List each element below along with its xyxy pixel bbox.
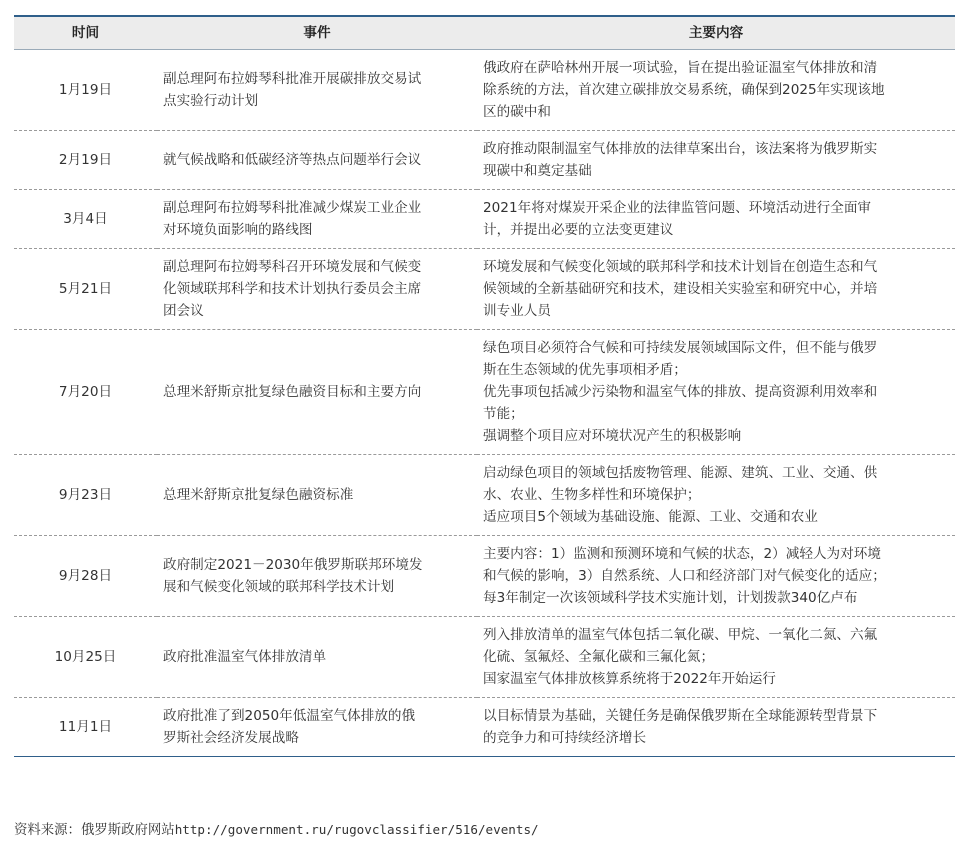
table-row — [14, 131, 955, 190]
header-time: 时间 — [14, 16, 157, 50]
table-row — [14, 249, 955, 330]
cell-content — [477, 455, 955, 536]
cell-content — [477, 536, 955, 617]
content-line: 启动绿色项目的领域包括废物管理、能源、建筑、工业、交通、供 — [483, 465, 878, 481]
cell-event — [157, 330, 477, 455]
content-line: 俄政府在萨哈林州开展一项试验，旨在提出验证温室气体排放和清 — [483, 60, 878, 76]
cell-event — [157, 190, 477, 249]
events-table — [14, 15, 955, 757]
content-line: 以目标情景为基础，关键任务是确保俄罗斯在全球能源转型背景下 — [483, 708, 878, 724]
cell-content — [477, 50, 955, 131]
table-body — [14, 50, 955, 757]
content-line: 现碳中和奠定基础 — [483, 163, 592, 179]
source-label: 资料来源： — [14, 823, 81, 838]
event-line: 总理米舒斯京批复绿色融资标准 — [163, 487, 354, 503]
event-line: 展和气候变化领域的联邦科学技术计划 — [163, 579, 395, 595]
content-line: 每3年制定一次该领域科学技术实施计划，计划拨款340亿卢布 — [483, 590, 858, 606]
content-line: 区的碳中和 — [483, 104, 551, 120]
content-line: 绿色项目必须符合气候和可持续发展领域国际文件，但不能与俄罗 — [483, 340, 878, 356]
event-line: 副总理阿布拉姆琴科批准减少煤炭工业企业 — [163, 200, 422, 216]
content-line: 优先事项包括减少污染物和温室气体的排放、提高资源利用效率和 — [483, 384, 878, 400]
event-line: 政府批准了到2050年低温室气体排放的俄 — [163, 708, 416, 724]
cell-time: 7月20日 — [14, 330, 157, 455]
event-line: 团会议 — [163, 303, 204, 319]
event-line: 就气候战略和低碳经济等热点问题举行会议 — [163, 152, 422, 168]
event-line: 总理米舒斯京批复绿色融资目标和主要方向 — [163, 384, 422, 400]
content-line: 列入排放清单的温室气体包括二氧化碳、甲烷、一氧化二氮、六氟 — [483, 627, 878, 643]
cell-time: 11月1日 — [14, 698, 157, 757]
cell-time: 9月28日 — [14, 536, 157, 617]
event-line: 对环境负面影响的路线图 — [163, 222, 313, 238]
content-line: 政府推动限制温室气体排放的法律草案出台，该法案将为俄罗斯实 — [483, 141, 878, 157]
content-line: 适应项目5个领域为基础设施、能源、工业、交通和农业 — [483, 509, 818, 525]
event-line: 点实验行动计划 — [163, 93, 259, 109]
table-row — [14, 190, 955, 249]
event-line: 化领域联邦科学和技术计划执行委员会主席 — [163, 281, 422, 297]
cell-content — [477, 249, 955, 330]
cell-time: 5月21日 — [14, 249, 157, 330]
cell-content — [477, 698, 955, 757]
cell-event — [157, 249, 477, 330]
cell-content — [477, 330, 955, 455]
table-header-row — [14, 16, 955, 50]
cell-event — [157, 698, 477, 757]
cell-time: 10月25日 — [14, 617, 157, 698]
content-line: 强调整个项目应对环境状况产生的积极影响 — [483, 428, 742, 444]
content-line: 斯在生态领域的优先事项相矛盾； — [483, 362, 687, 378]
event-line: 副总理阿布拉姆琴科批准开展碳排放交易试 — [163, 71, 422, 87]
cell-content — [477, 190, 955, 249]
cell-event — [157, 131, 477, 190]
table-row — [14, 455, 955, 536]
table-row — [14, 617, 955, 698]
cell-time: 1月19日 — [14, 50, 157, 131]
content-line: 候领域的全新基础研究和技术，建设相关实验室和研究中心，并培 — [483, 281, 878, 297]
header-event: 事件 — [157, 16, 477, 50]
table-row — [14, 330, 955, 455]
content-line: 环境发展和气候变化领域的联邦科学和技术计划旨在创造生态和气 — [483, 259, 878, 275]
cell-content — [477, 617, 955, 698]
table-row — [14, 698, 955, 757]
source-site: 俄罗斯政府网站 — [80, 823, 175, 838]
content-line: 除系统的方法，首次建立碳排放交易系统，确保到2025年实现该地 — [483, 82, 885, 98]
cell-event — [157, 455, 477, 536]
header-content: 主要内容 — [477, 16, 955, 50]
content-line: 2021年将对煤炭开采企业的法律监管问题、环境活动进行全面审 — [483, 200, 872, 216]
content-line: 主要内容：1）监测和预测环境和气候的状态，2）减轻人为对环境 — [483, 546, 881, 562]
cell-event — [157, 50, 477, 131]
content-line: 水、农业、生物多样性和环境保护； — [483, 487, 701, 503]
content-line: 和气候的影响，3）自然系统、人口和经济部门对气候变化的适应； — [483, 568, 886, 584]
cell-event — [157, 617, 477, 698]
table-row — [14, 50, 955, 131]
event-line: 副总理阿布拉姆琴科召开环境发展和气候变 — [163, 259, 422, 275]
table-row — [14, 536, 955, 617]
cell-event — [157, 536, 477, 617]
content-line: 国家温室气体排放核算系统将于2022年开始运行 — [483, 671, 776, 687]
content-line: 计，并提出必要的立法变更建议 — [483, 222, 674, 238]
content-line: 训专业人员 — [483, 303, 551, 319]
content-line: 化硫、氢氟烃、全氟化碳和三氟化氮； — [483, 649, 715, 665]
content-line: 的竞争力和可持续经济增长 — [483, 730, 647, 746]
event-line: 政府制定2021－2030年俄罗斯联邦环境发 — [163, 557, 423, 573]
event-line: 政府批准温室气体排放清单 — [163, 649, 327, 665]
cell-content — [477, 131, 955, 190]
cell-time: 2月19日 — [14, 131, 157, 190]
event-line: 罗斯社会经济发展战略 — [163, 730, 299, 746]
cell-time: 9月23日 — [14, 455, 157, 536]
cell-time: 3月4日 — [14, 190, 157, 249]
source-url: http://government.ru/rugovclassifier/516/events/ — [174, 822, 539, 837]
source-note — [14, 819, 539, 838]
content-line: 节能； — [483, 406, 524, 422]
